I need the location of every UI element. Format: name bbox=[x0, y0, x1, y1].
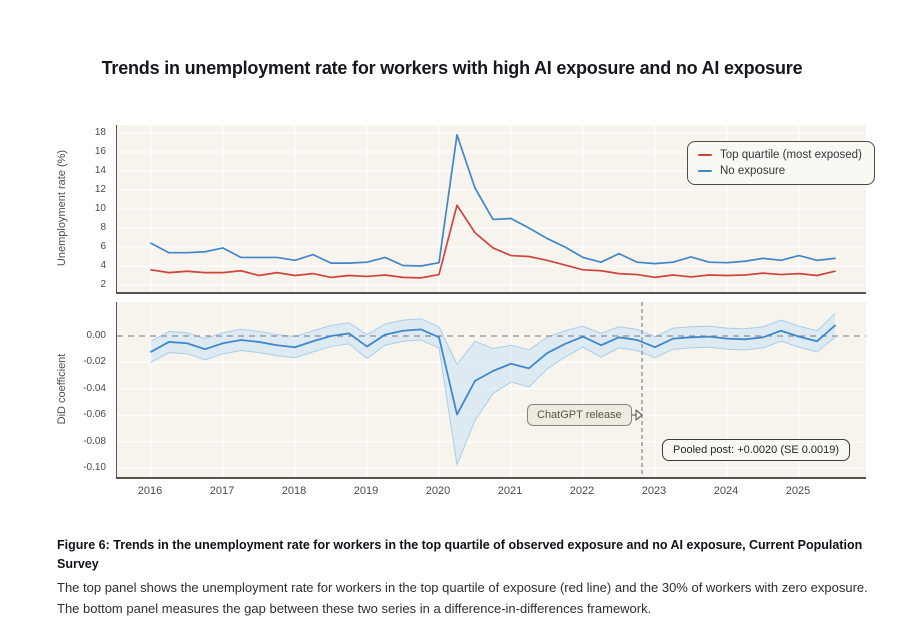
x-tick-label: 2016 bbox=[137, 485, 163, 497]
x-tick-label: 2023 bbox=[641, 485, 667, 497]
blue-line-swatch-icon bbox=[698, 170, 712, 172]
x-tick-label: 2022 bbox=[569, 485, 595, 497]
legend-item-top-quartile bbox=[698, 149, 862, 161]
y-tick-label: 18 bbox=[94, 126, 106, 138]
y-tick-label: 2 bbox=[100, 278, 106, 290]
page-title: Trends in unemployment rate for workers with high AI exposure and no AI exposure bbox=[101, 58, 803, 78]
figure-caption-title: Figure 6: Trends in the unemployment rate for workers in the top quartile of observed exposure and no AI exposure, Current Population Survey bbox=[57, 538, 863, 572]
x-tick-label: 2021 bbox=[497, 485, 523, 497]
x-tick-label: 2024 bbox=[713, 485, 739, 497]
y-tick-label: 12 bbox=[94, 183, 106, 195]
red-line-swatch-icon bbox=[698, 154, 712, 156]
y-tick-label: -0.02 bbox=[83, 356, 106, 368]
y-tick-label: -0.10 bbox=[83, 461, 106, 473]
y-tick-label: -0.08 bbox=[83, 435, 106, 447]
x-tick-label: 2017 bbox=[209, 485, 235, 497]
chatgpt-release-annotation: ChatGPT release bbox=[527, 404, 632, 426]
legend bbox=[687, 141, 875, 185]
y-tick-label: 4 bbox=[100, 259, 106, 271]
y-tick-label: 10 bbox=[94, 202, 106, 214]
y-tick-label: 14 bbox=[94, 164, 106, 176]
x-tick-label: 2018 bbox=[281, 485, 307, 497]
y-tick-label: 16 bbox=[94, 145, 106, 157]
y-tick-label: -0.04 bbox=[83, 382, 106, 394]
y-tick-label: -0.06 bbox=[83, 409, 106, 421]
y-tick-label: 8 bbox=[100, 221, 106, 233]
pooled-post-note: Pooled post: +0.0020 (SE 0.0019) bbox=[662, 439, 850, 461]
y-axis-label-unemployment: Unemployment rate (%) bbox=[56, 149, 68, 267]
legend-item-no-exposure bbox=[698, 165, 862, 177]
y-axis-label-did: DiD coefficient bbox=[56, 353, 68, 425]
figure-caption-body: The top panel shows the unemployment rate for workers in the top quartile of exposure (red line) and the 30% of workers with zero exposure. The bottom panel measures the gap between these two series in a difference-in-differences framework. bbox=[57, 580, 868, 617]
x-tick-label: 2019 bbox=[353, 485, 379, 497]
y-tick-label: 6 bbox=[100, 240, 106, 252]
legend-label-no-exposure: No exposure bbox=[720, 165, 786, 177]
x-tick-label: 2020 bbox=[425, 485, 451, 497]
legend-label-top-quartile: Top quartile (most exposed) bbox=[720, 149, 862, 161]
x-tick-label: 2025 bbox=[785, 485, 811, 497]
y-tick-label: 0.00 bbox=[86, 330, 106, 341]
